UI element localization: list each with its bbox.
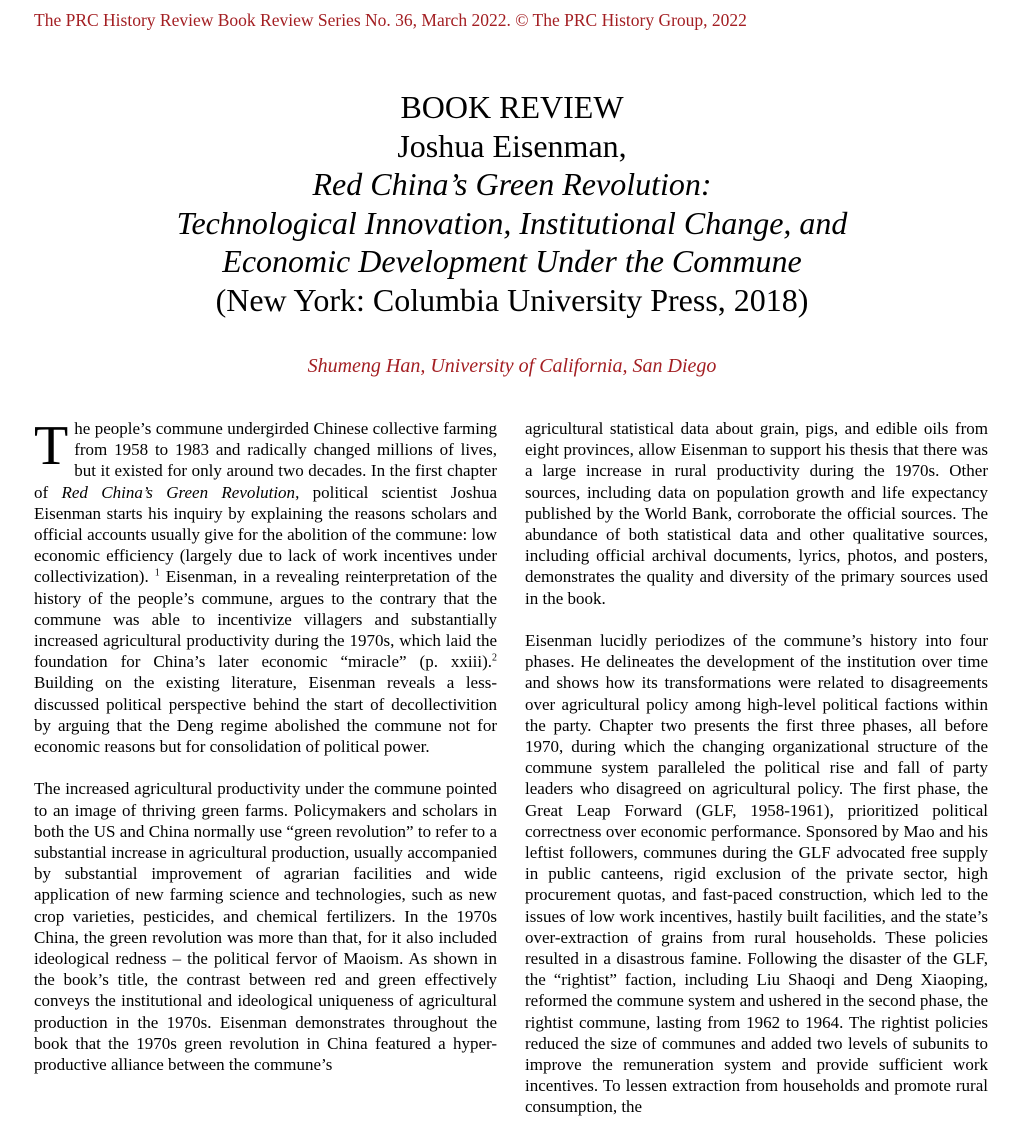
paragraph-1-text-c: Eisenman, in a revealing reinterpretation of the history of the people’s commune, argues to the contrary that the commune was able to incentivize villagers and substantially increased agricultural productivity during the 1970s, which laid the foundation for China’s later economic “miracle” (p. xxiii). — [34, 567, 498, 672]
title-block — [0, 88, 1024, 319]
footnote-ref-2[interactable]: 2 — [492, 652, 497, 664]
book-title-line-3: Economic Development Under the Commune — [222, 243, 802, 279]
paragraph-1-text-d: Building on the existing literature, Eisenman reveals a less-discussed political perspective behind the start of decollectivition by arguing that the Deng regime abolished the commune not for economic reasons but for consolidation of political power. — [34, 673, 497, 757]
running-head: The PRC History Review Book Review Series No. 36, March 2022. © The PRC History Group, 2022 — [34, 10, 747, 30]
paragraph-2: The increased agricultural productivity under the commune pointed to an image of thriving green farms. Policymakers and scholars in both the US and China normally use “green revolution” to refer to a substantial increase in agricultural production, usually accompanied by substantial improvement of agrarian facilities and wide application of new farming science and technologies, such as new crop varieties, pesticides, and chemical fertilizers. In the 1970s China, the green revolution was more than that, for it also included ideological redness – the political fervor of Maoism. As shown in the book’s title, the contrast between red and green effectively conveys the institutional and ideological uniqueness of agricultural production in the 1970s. Eisenman demonstrates throughout the book that the 1970s green revolution in China featured a hyper-productive alliance between the commune’s — [34, 779, 497, 1075]
book-title-line-2: Technological Innovation, Institutional Change, and — [176, 204, 848, 241]
review-label: BOOK REVIEW — [400, 89, 624, 125]
publication-info: (New York: Columbia University Press, 2018) — [215, 281, 809, 318]
right-column — [525, 418, 988, 1139]
left-column — [34, 415, 498, 1096]
book-title-inline: Red China’s Green Revolution — [61, 482, 296, 502]
paragraph-1-text-a: he people’s commune undergirded Chinese collective farming from 1958 to 1983 and radically changed millions of lives, but it existed for only around two decades. In the first chapter of — [34, 419, 497, 502]
paragraph-4: Eisenman lucidly periodizes of the commune’s history into four phases. He delineates the development of the institution over time and shows how its transformations were related to disagreements over agricultural policy among high-level political factions within the party. Chapter two presents the first three phases, all before 1970, during which the changing organizational structure of the commune system paralleled the political rise and fall of party leaders who disagreed on agricultural policy. The first phase, the Great Leap Forward (GLF, 1958-1961), prioritized political correctness over economic performance. Sponsored by Mao and his leftist followers, communes during the GLF advocated free supply in public canteens, rigid exclusion of the private sector, high procurement quotas, and fast-paced construction, which led to the issues of low work incentives, hastily built facilities, and the state’s over-extraction of grains from rural households. These policies resulted in a disastrous famine. Following the disaster of the GLF, the “rightist” faction, including Liu Shaoqi and Deng Xiaoping, reformed the commune system and ushered in the second phase, the rightist commune, lasting from 1962 to 1964. The rightist policies reduced the size of communes and added two levels of subunits to improve the remuneration system and provide sufficient work incentives. To lessen extraction from households and promote rural consumption, the — [525, 631, 988, 1117]
reviewer-byline: Shumeng Han, University of California, San Diego — [307, 355, 717, 377]
footnote-ref-1[interactable]: 1 — [154, 567, 160, 579]
paragraph-1-text-b: , political scientist Joshua Eisenman starts his inquiry by explaining the reasons scholars and official accounts usually give for the abolition of the commune: low economic efficiency (largely due to lack of work incentives under collectivization). — [34, 482, 497, 587]
book-author: Joshua Eisenman, — [397, 127, 627, 164]
paragraph-1 — [34, 415, 498, 757]
drop-cap: T — [34, 415, 69, 477]
paragraph-3: agricultural statistical data about grain, pigs, and edible oils from eight provinces, allow Eisenman to support his thesis that there was a large increase in rural productivity during the 1970s. Other sources, including data on population growth and life expectancy published by the World Bank, corroborate the official sources. The abundance of both statistical data and other qualitative sources, including official archival documents, lyrics, photos, and posters, demonstrates the quality and diversity of the primary sources used in the book. — [525, 419, 988, 608]
book-title-line-1: Red China’s Green Revolution: — [312, 166, 712, 202]
